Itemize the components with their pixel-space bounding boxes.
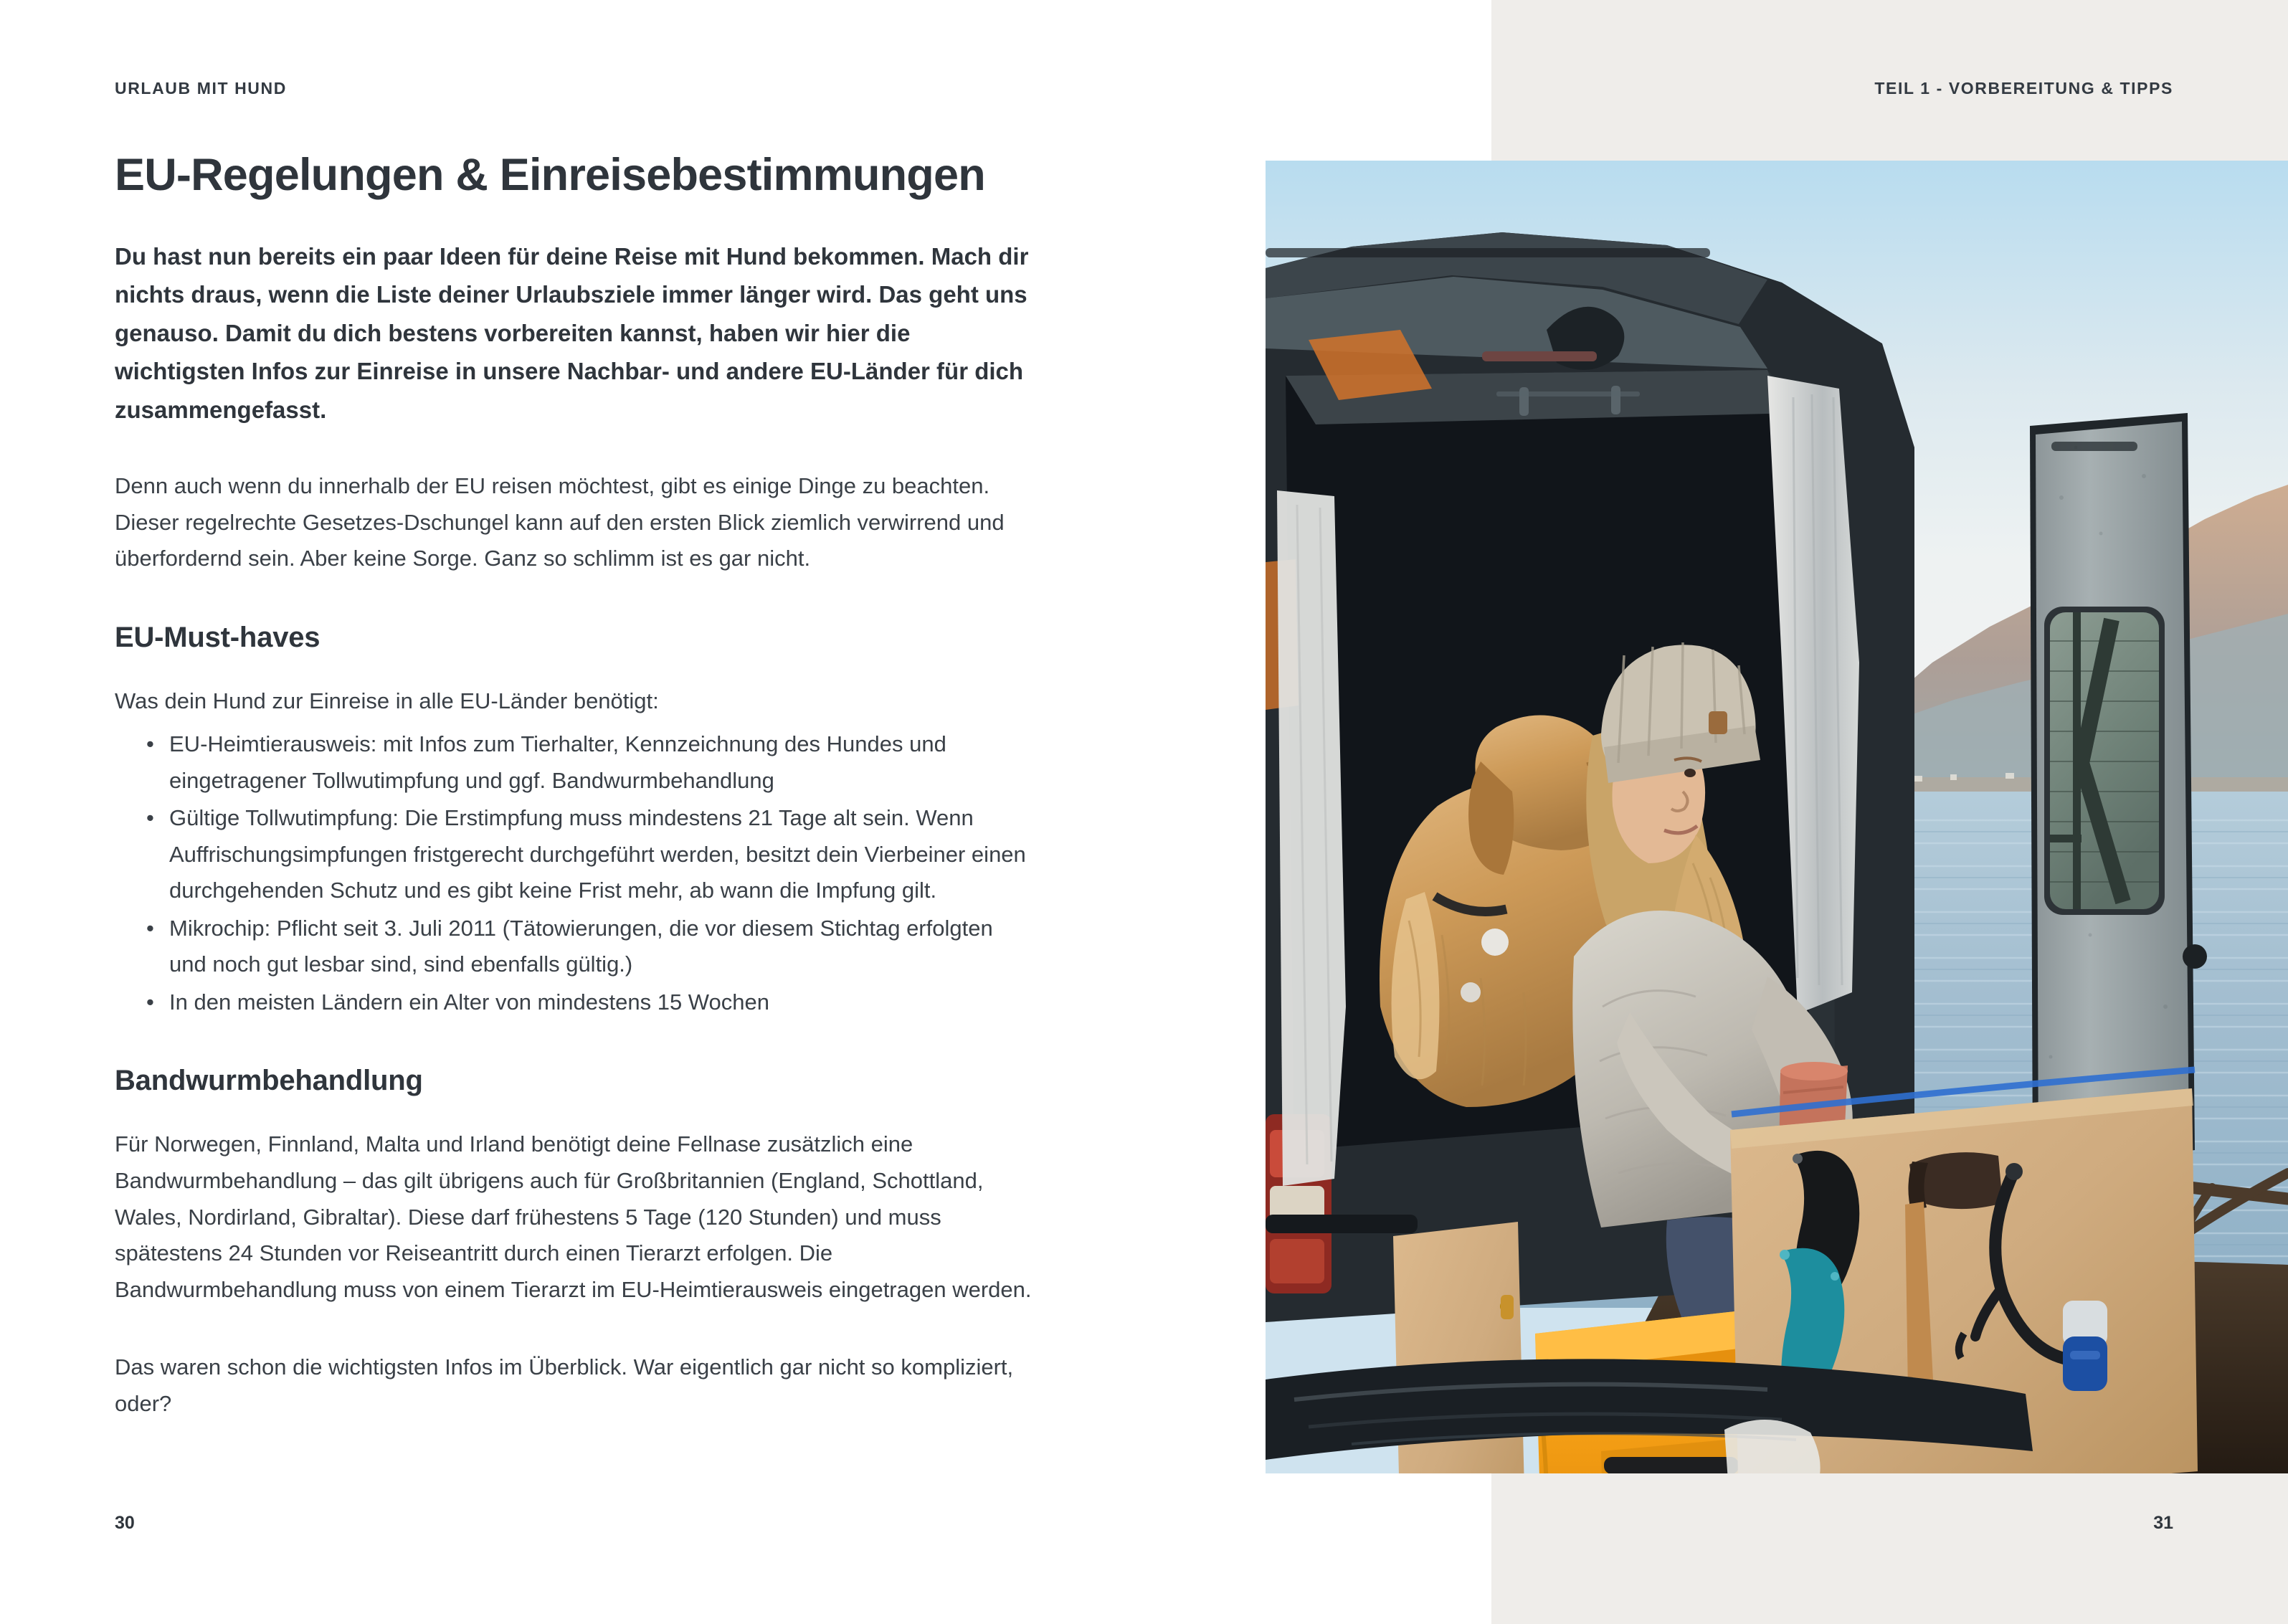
- list-item-text: Gültige Tollwutimpfung: Die Erstimpfung muss mindestens 21 Tage alt sein. Wenn Auffrischungsimpfungen fristgerecht durchgeführt werden, besitzt dein Vierbeiner einen durchgehenden Schutz und es gibt keine Frist mehr, ab wann die Impfung gilt.: [169, 805, 1026, 903]
- campervan-scene-illustration: [1266, 161, 2288, 1473]
- intro-paragraph: Denn auch wenn du innerhalb der EU reisen möchtest, gibt es einige Dinge zu beachten. Dieser regelrechte Gesetzes-Dschungel kann auf den ersten Blick ziemlich verwirrend und überfordernd sein. Aber keine Sorge. Ganz so schlimm ist es gar nicht.: [115, 473, 1005, 571]
- page-number-right: 31: [2153, 1513, 2173, 1533]
- page-number-left: 30: [115, 1513, 135, 1533]
- van-curtain-left: [1277, 490, 1346, 1186]
- running-head-left: URLAUB MIT HUND: [115, 79, 287, 98]
- list-item: [115, 726, 1036, 799]
- bullet-marker-icon: •: [146, 915, 154, 941]
- must-haves-list: [115, 726, 1036, 1020]
- list-item: [115, 911, 1036, 983]
- bullet-marker-icon: •: [146, 989, 154, 1015]
- page-title: EU-Regelungen & Einreisebestimmungen: [115, 150, 985, 200]
- hero-photo-campervan-dog: [1266, 161, 2288, 1473]
- section-heading-bandwurm: Bandwurmbehandlung: [115, 1065, 423, 1097]
- list-item-text: EU-Heimtierausweis: mit Infos zum Tierhalter, Kennzeichnung des Hundes und eingetragener Tollwutimpfung und ggf. Bandwurmbehandlung: [169, 731, 946, 793]
- van-rear-door: [2030, 413, 2207, 1172]
- bandwurm-paragraph: Für Norwegen, Finnland, Malta und Irland benötigt deine Fellnase zusätzlich eine Bandwurmbehandlung – das gilt übrigens auch für Großbritannien (England, Schottland, Wales, Nordirland, Gibraltar). Diese darf frühestens 5 Tage (120 Stunden) und muss spätestens 24 Stunden vor Reiseantritt durch einen Tierarzt erfolgen. Die Bandwurmbehandlung muss von einem Tierarzt im EU-Heimtierausweis eingetragen werden.: [115, 1131, 1032, 1302]
- list-item-text: In den meisten Ländern ein Alter von mindestens 15 Wochen: [169, 989, 769, 1015]
- list-item: [115, 800, 1036, 909]
- text-column: [115, 151, 1036, 1435]
- list-item: [115, 984, 1036, 1021]
- list-item-text: Mikrochip: Pflicht seit 3. Juli 2011 (Tätowierungen, die vor diesem Stichtag erfolgten und noch gut lesbar sind, sind ebenfalls gültig.): [169, 915, 993, 977]
- must-haves-intro: Was dein Hund zur Einreise in alle EU-Länder benötigt:: [115, 688, 659, 713]
- bullet-marker-icon: •: [146, 731, 154, 757]
- lead-paragraph: Du hast nun bereits ein paar Ideen für deine Reise mit Hund bekommen. Mach dir nichts draus, wenn die Liste deiner Urlaubsziele immer länger wird. Das geht uns genauso. Damit du dich bestens vorbereiten kannst, haben wir hier die wichtigsten Infos zur Einreise in unsere Nachbar- und andere EU-Länder für dich zusammengefasst.: [115, 243, 1029, 423]
- bullet-marker-icon: •: [146, 805, 154, 831]
- section-heading-must-haves: EU-Must-haves: [115, 621, 321, 653]
- closing-paragraph: Das waren schon die wichtigsten Infos im Überblick. War eigentlich gar nicht so kompliziert, oder?: [115, 1354, 1014, 1416]
- running-head-right: TEIL 1 - VORBEREITUNG & TIPPS: [1874, 79, 2173, 98]
